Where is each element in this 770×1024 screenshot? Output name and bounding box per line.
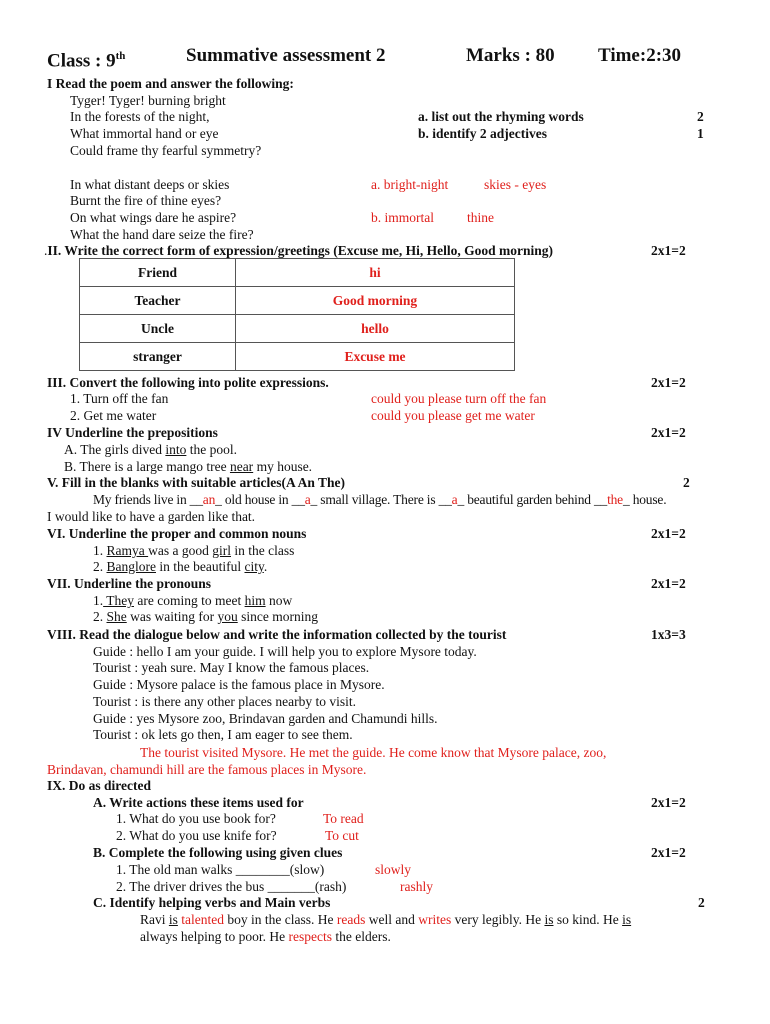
q1-mark-a: 2: [697, 109, 704, 124]
dialogue-line: Tourist : ok lets go then, I am eager to see them.: [93, 727, 353, 742]
q9c-paragraph-line-2: always helping to poor. He respects the elders.: [140, 929, 391, 944]
q4-marks: 2x1=2: [651, 425, 686, 440]
poem-line: What immortal hand or eye: [70, 126, 219, 141]
q8-answer-line-2: Brindavan, chamundi hill are the famous places in Mysore.: [47, 762, 367, 777]
q7-sentence-2: 2. She was waiting for you since morning: [93, 609, 318, 624]
q3-item: 2. Get me water: [70, 408, 157, 423]
q9a-item: 2. What do you use knife for?: [116, 828, 277, 843]
q6-marks: 2x1=2: [651, 526, 686, 541]
q6-sentence-1: 1. Ramya was a good girl in the class: [93, 543, 295, 558]
poem-line: What the hand dare seize the fire?: [70, 227, 254, 242]
dialogue-line: Tourist : yeah sure. May I know the famous places.: [93, 660, 370, 675]
table-cell-answer: Excuse me: [236, 343, 515, 371]
table-cell-person: Friend: [80, 259, 236, 287]
q9a-marks: 2x1=2: [651, 795, 686, 810]
poem-line: Burnt the fire of thine eyes?: [70, 193, 222, 208]
table-row: [80, 343, 515, 371]
q3-answer: could you please get me water: [371, 408, 535, 423]
q3-heading: III. Convert the following into polite expressions.: [47, 375, 329, 390]
q6-heading: VI. Underline the proper and common nouns: [47, 526, 307, 541]
q7-heading: VII. Underline the pronouns: [47, 576, 212, 591]
poem-line: In the forests of the night,: [70, 109, 210, 124]
q8-answer-line-1: The tourist visited Mysore. He met the guide. He come know that Mysore palace, zoo,: [140, 745, 607, 760]
q5-sentence: My friends live in __an_ old house in __a_ small village. There is __a_ beautiful garden behind __the_ house.: [93, 492, 667, 507]
table-cell-person: Uncle: [80, 315, 236, 343]
table-cell-answer: Good morning: [236, 287, 515, 315]
q3-marks: 2x1=2: [651, 375, 686, 390]
q9a-answer: To cut: [325, 828, 359, 843]
q9b-item: 1. The old man walks ________(slow): [116, 862, 325, 877]
q1-answer-a1: a. bright-night: [371, 177, 449, 192]
table-cell-person: stranger: [80, 343, 236, 371]
q9b-item: 2. The driver drives the bus _______(rash): [116, 879, 347, 894]
q9b-answer: rashly: [400, 879, 433, 894]
q8-marks: 1x3=3: [651, 627, 686, 642]
q9b-marks: 2x1=2: [651, 845, 686, 860]
q9b-heading: B. Complete the following using given clues: [93, 845, 343, 860]
dialogue-line: Guide : yes Mysore zoo, Brindavan garden and Chamundi hills.: [93, 711, 438, 726]
q9c-paragraph-line-1: Ravi is talented boy in the class. He reads well and writes very legibly. He is so kind. He is: [140, 912, 632, 927]
q5-marks: 2: [683, 475, 690, 490]
q9a-answer: To read: [323, 811, 364, 826]
table-row: [80, 287, 515, 315]
table-cell-person: Teacher: [80, 287, 236, 315]
q9b-answer: slowly: [375, 862, 412, 877]
q9c-marks: 2: [698, 895, 705, 910]
q1-answer-b2: thine: [467, 210, 494, 225]
dialogue-line: Guide : Mysore palace is the famous place in Mysore.: [93, 677, 385, 692]
q4-sentence-a: A. The girls dived into the pool.: [64, 442, 238, 457]
q4-sentence-b: B. There is a large mango tree near my house.: [64, 459, 313, 474]
dialogue-line: Guide : hello I am your guide. I will help you to explore Mysore today.: [93, 644, 477, 659]
q3-item: 1. Turn off the fan: [70, 391, 169, 406]
marks-label: Marks : 80: [466, 45, 555, 66]
time-label: Time:2:30: [598, 45, 682, 66]
q1-question-b: b. identify 2 adjectives: [418, 126, 547, 141]
q5-heading: V. Fill in the blanks with suitable articles(A An The): [47, 475, 346, 490]
q9a-heading: A. Write actions these items used for: [93, 795, 304, 810]
table-row: [80, 259, 515, 287]
table-cell-answer: hello: [236, 315, 515, 343]
table-cell-answer: hi: [236, 259, 515, 287]
q9-heading: IX. Do as directed: [47, 778, 151, 793]
q4-heading: IV Underline the prepositions: [47, 425, 218, 440]
q1-answer-a2: skies - eyes: [484, 177, 547, 192]
q1-question-a: a. list out the rhyming words: [418, 109, 584, 124]
q1-mark-b: 1: [697, 126, 704, 141]
q8-heading: VIII. Read the dialogue below and write the information collected by the tourist: [47, 627, 507, 642]
q1-answer-b1: b. immortal: [371, 210, 434, 225]
table-row: [80, 315, 515, 343]
q7-marks: 2x1=2: [651, 576, 686, 591]
q9c-heading: C. Identify helping verbs and Main verbs: [93, 895, 331, 910]
q1-heading: I Read the poem and answer the following:: [47, 76, 294, 91]
q2-marks: 2x1=2: [651, 243, 686, 258]
poem-line: In what distant deeps or skies: [70, 177, 230, 192]
q3-answer: could you please turn off the fan: [371, 391, 547, 406]
poem-line: Tyger! Tyger! burning bright: [70, 93, 226, 108]
page-title: Summative assessment 2: [186, 45, 386, 66]
q9a-item: 1. What do you use book for?: [116, 811, 276, 826]
class-label: Class : 9th: [47, 50, 126, 72]
greetings-table: [79, 258, 515, 371]
poem-line: On what wings dare he aspire?: [70, 210, 237, 225]
q7-sentence-1: 1. They are coming to meet him now: [93, 593, 293, 608]
poem-line: Could frame thy fearful symmetry?: [70, 143, 262, 158]
q2-heading: .II. Write the correct form of expression/greetings (Excuse me, Hi, Hello, Good morning): [44, 243, 554, 258]
q5-sentence-continued: I would like to have a garden like that.: [47, 509, 256, 524]
q6-sentence-2: 2. Banglore in the beautiful city.: [93, 559, 268, 574]
dialogue-line: Tourist : is there any other places nearby to visit.: [93, 694, 356, 709]
